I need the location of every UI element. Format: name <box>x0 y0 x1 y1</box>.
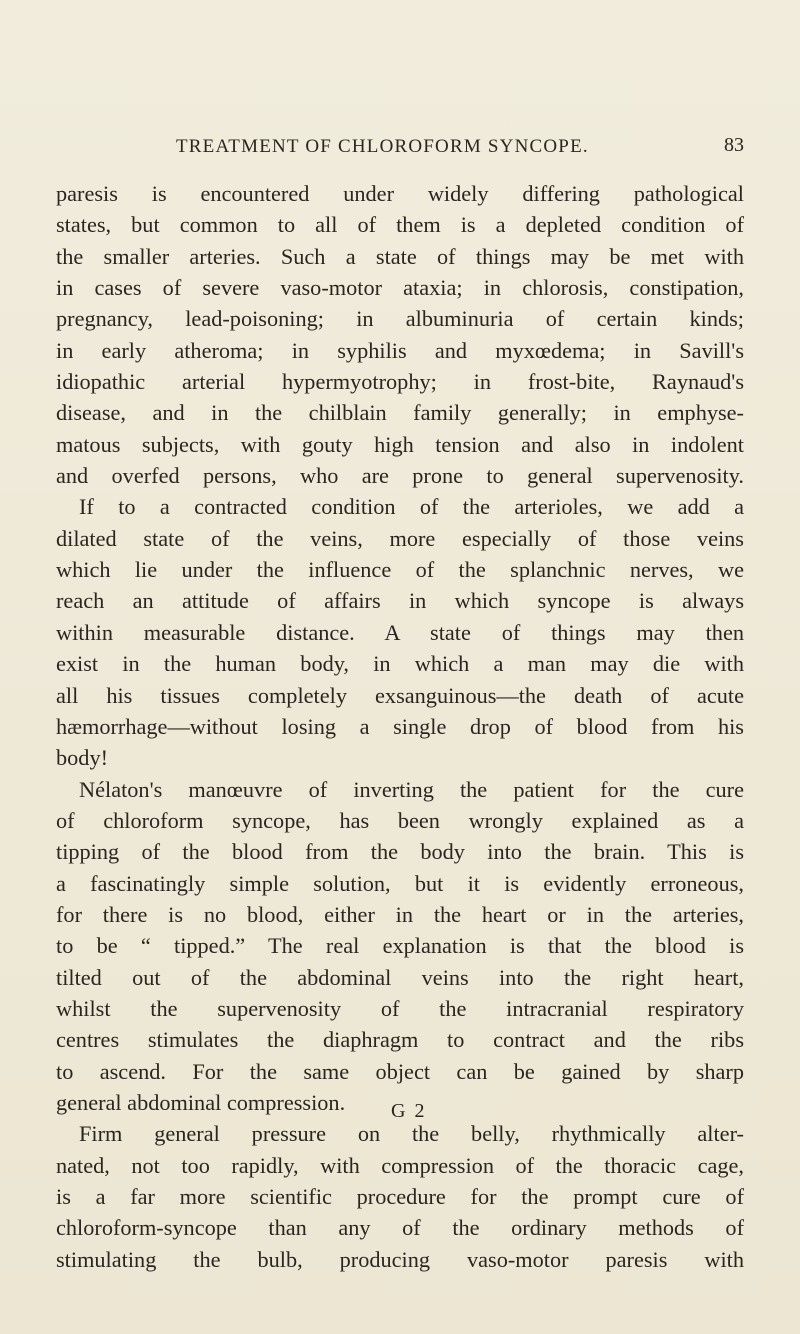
paragraph-start-line: Nélaton's manœuvre of inverting the patient for the cure <box>79 776 744 802</box>
text-line: states, but common to all of them is a depleted condition of <box>56 212 744 238</box>
text-line: matous subjects, with gouty high tension and also in indolent <box>56 431 744 457</box>
text-line: and overfed persons, who are prone to general supervenosity. <box>56 463 744 489</box>
text-line: to be “ tipped.” The real explanation is that the blood is <box>56 933 744 959</box>
text-line: centres stimulates the diaphragm to contract and the ribs <box>56 1027 744 1053</box>
text-line: whilst the supervenosity of the intracranial respiratory <box>56 995 744 1021</box>
text-line: pregnancy, lead-poisoning; in albuminuria of certain kinds; <box>56 306 744 332</box>
page-number: 83 <box>724 134 744 156</box>
text-line: a fascinatingly simple solution, but it is evidently erroneous, <box>56 870 744 896</box>
text-line: for there is no blood, either in the heart or in the arteries, <box>56 901 744 927</box>
text-line: is a far more scientific procedure for the prompt cure of <box>56 1184 744 1209</box>
paragraph-start-line: Firm general pressure on the belly, rhythmically alter- <box>79 1121 744 1147</box>
text-line: reach an attitude of affairs in which syncope is always <box>56 588 744 614</box>
text-line: tilted out of the abdominal veins into the right heart, <box>56 964 744 990</box>
text-line: nated, not too rapidly, with compression of the thoracic cage, <box>56 1152 744 1178</box>
text-line: tipping of the blood from the body into the brain. This is <box>56 839 744 865</box>
text-line: dilated state of the veins, more especially of those veins <box>56 525 744 551</box>
text-line: paresis is encountered under widely differing pathological <box>56 181 744 206</box>
text-line: exist in the human body, in which a man may die with <box>56 651 744 677</box>
text-line: disease, and in the chilblain family generally; in emphyse- <box>56 400 744 426</box>
text-line: idiopathic arterial hypermyotrophy; in frost-bite, Raynaud's <box>56 369 744 395</box>
paragraph-end-line: body! <box>56 745 109 771</box>
text-line: chloroform-syncope than any of the ordinary methods of <box>56 1215 744 1241</box>
text-line: to ascend. For the same object can be gained by sharp <box>56 1058 744 1084</box>
text-line: which lie under the influence of the splanchnic nerves, we <box>56 557 744 583</box>
paragraph-end-line: general abdominal compression. <box>56 1089 346 1115</box>
text-line: hæmorrhage—without losing a single drop of blood from his <box>56 713 744 739</box>
text-line: in early atheroma; in syphilis and myxœdema; in Savill's <box>56 337 744 363</box>
text-line: the smaller arteries. Such a state of things may be met with <box>56 243 744 269</box>
text-line: of chloroform syncope, has been wrongly explained as a <box>56 807 744 833</box>
text-line: stimulating the bulb, producing vaso-motor paresis with <box>56 1246 744 1272</box>
text-line: all his tissues completely exsanguinous—the death of acute <box>56 682 744 708</box>
paragraph-start-line: If to a contracted condition of the arterioles, we add a <box>79 494 744 520</box>
text-line: in cases of severe vaso-motor ataxia; in chlorosis, constipation, <box>56 275 744 301</box>
text-line: within measurable distance. A state of things may then <box>56 619 744 645</box>
running-header <box>0 130 800 160</box>
signature-mark: G 2 <box>391 1100 427 1122</box>
running-title: TREATMENT OF CHLOROFORM SYNCOPE. <box>176 136 589 157</box>
